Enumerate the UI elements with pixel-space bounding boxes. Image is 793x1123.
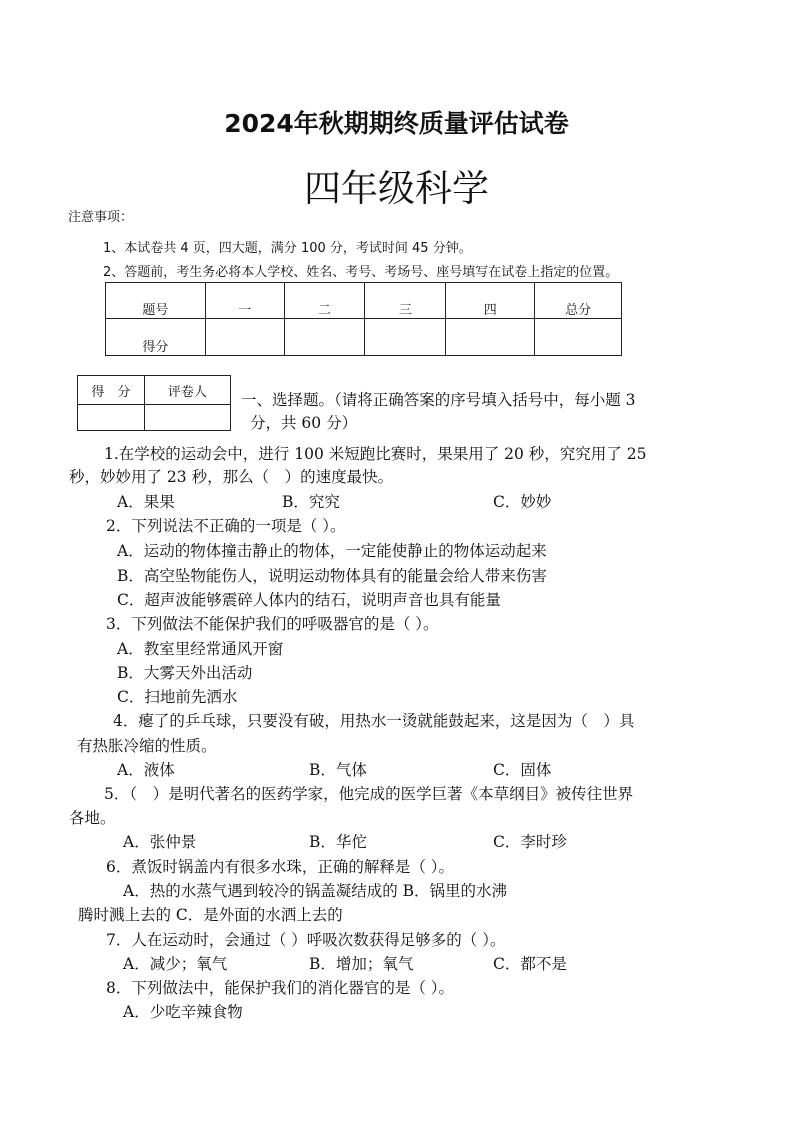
score-table-score-label: 得分 (106, 319, 206, 356)
q3-option-b: B．大雾天外出活动 (117, 664, 253, 682)
grader-box (77, 375, 231, 431)
notice-heading: 注意事项： (68, 210, 134, 225)
q4-stem: 4．瘪了的乒乓球，只要没有破，用热水一烫就能鼓起来，这是因为（ ）具 (113, 712, 635, 730)
score-cell-2[interactable] (284, 319, 365, 356)
q5-option-b: B．华佗 (309, 833, 367, 851)
q4-option-b: B．气体 (309, 761, 367, 779)
q2-option-a: A．运动的物体撞击静止的物体，一定能使静止的物体运动起来 (117, 542, 547, 560)
q4-option-a: A．液体 (117, 761, 175, 779)
score-cell-1[interactable] (205, 319, 284, 356)
score-table-col-3: 三 (365, 283, 446, 319)
q1-stem-cont: 秒，妙妙用了 23 秒，那么（ ）的速度最快。 (69, 468, 394, 486)
q7-stem: 7．人在运动时，会通过（ ）呼吸次数获得足够多的（ ）。 (106, 931, 506, 949)
score-table-col-2: 二 (284, 283, 365, 319)
q5-option-c: C．李时珍 (493, 833, 567, 851)
q1-option-c: C．妙妙 (493, 493, 552, 511)
q3-stem: 3．下列做法不能保护我们的呼吸器官的是（ ）。 (106, 615, 439, 633)
score-table-col-1: 一 (205, 283, 284, 319)
q4-stem-cont: 有热胀冷缩的性质。 (77, 737, 217, 755)
score-cell-3[interactable] (365, 319, 446, 356)
q3-option-a: A．教室里经常通风开窗 (117, 640, 284, 658)
grader-name-cell[interactable] (144, 405, 230, 431)
score-cell-4[interactable] (446, 319, 535, 356)
score-cell-total[interactable] (535, 319, 622, 356)
score-table-col-total: 总分 (535, 283, 622, 319)
q2-stem: 2．下列说法不正确的一项是（ ）。 (106, 517, 346, 535)
q8-stem: 8．下列做法中，能保护我们的消化器官的是（ ）。 (106, 979, 455, 997)
q7-option-a: A．减少；氧气 (123, 955, 228, 973)
grader-score-label: 得 分 (78, 376, 145, 405)
section1-heading: 一、选择题。（请将正确答案的序号填入括号中，每小题 3 (241, 391, 636, 409)
q1-option-b: B．究究 (282, 493, 340, 511)
q1-option-a: A．果果 (117, 493, 175, 511)
q8-option-a: A．少吃辛辣食物 (123, 1003, 243, 1021)
q2-option-b: B．高空坠物能伤人，说明运动物体具有的能量会给人带来伤害 (117, 567, 547, 585)
q6-options-line1: A．热的水蒸气遇到较冷的锅盖凝结成的 B．锅里的水沸 (123, 882, 508, 900)
q1-stem: 1.在学校的运动会中，进行 100 米短跑比赛时，果果用了 20 秒，究究用了 25 (104, 445, 647, 463)
grader-name-label: 评卷人 (144, 376, 230, 405)
exam-title: 2024年秋期期终质量评估试卷 (224, 109, 569, 138)
q6-stem: 6．煮饭时锅盖内有很多水珠，正确的解释是（ ）。 (106, 858, 455, 876)
score-table (105, 282, 622, 356)
q7-option-c: C．都不是 (493, 955, 567, 973)
q3-option-c: C．扫地前先洒水 (117, 688, 238, 706)
q6-options-line2: 腾时溅上去的 C．是外面的水洒上去的 (78, 906, 343, 924)
score-table-col-4: 四 (446, 283, 535, 319)
q5-stem: 5．（ ）是明代著名的医药学家，他完成的医学巨著《本草纲目》被传往世界 (104, 785, 634, 803)
q5-stem-cont: 各地。 (69, 809, 116, 827)
notice-item-1: 1、本试卷共 4 页，四大题，满分 100 分，考试时间 45 分钟。 (103, 241, 472, 256)
q7-option-b: B．增加；氧气 (309, 955, 414, 973)
grader-score-cell[interactable] (78, 405, 145, 431)
q4-option-c: C．固体 (493, 761, 552, 779)
exam-subtitle: 四年级科学 (304, 167, 489, 210)
notice-item-2: 2、答题前，考生务必将本人学校、姓名、考号、考场号、座号填写在试卷上指定的位置。 (103, 265, 619, 280)
q5-option-a: A．张仲景 (123, 833, 197, 851)
q2-option-c: C．超声波能够震碎人体内的结石，说明声音也具有能量 (117, 591, 501, 609)
score-table-header-label: 题号 (106, 283, 206, 319)
section1-heading-cont: 分，共 60 分） (250, 414, 358, 432)
